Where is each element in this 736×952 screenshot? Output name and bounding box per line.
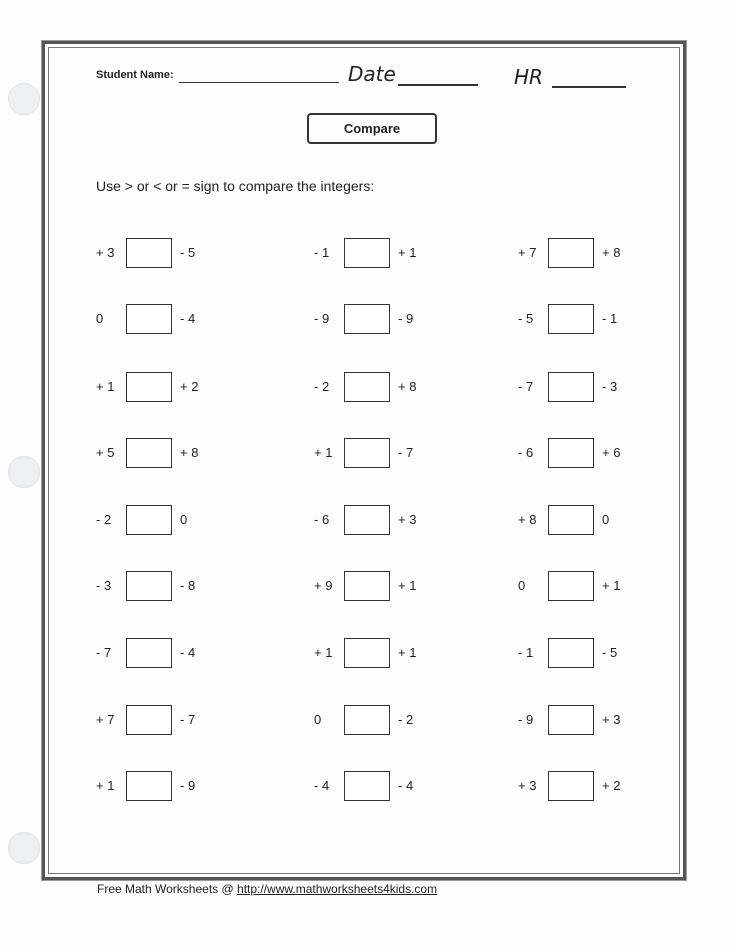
answer-box[interactable] — [548, 372, 594, 402]
student-name-field[interactable] — [179, 82, 339, 83]
hole-punch — [8, 832, 40, 864]
hr-label: HR — [514, 65, 543, 89]
left-integer: 0 — [314, 712, 322, 727]
answer-box[interactable] — [344, 438, 390, 468]
answer-box[interactable] — [126, 304, 172, 334]
right-integer: - 4 — [398, 778, 414, 793]
left-integer: - 9 — [314, 311, 330, 326]
worksheet-title: Compare — [307, 113, 437, 144]
answer-box[interactable] — [126, 372, 172, 402]
answer-box[interactable] — [548, 505, 594, 535]
right-integer: + 1 — [602, 578, 621, 593]
date-field[interactable] — [398, 84, 478, 86]
date-label: Date — [348, 62, 396, 86]
left-integer: + 3 — [96, 245, 115, 260]
answer-box[interactable] — [126, 505, 172, 535]
right-integer: + 1 — [398, 645, 417, 660]
answer-box[interactable] — [344, 705, 390, 735]
answer-box[interactable] — [548, 438, 594, 468]
left-integer: + 1 — [96, 379, 115, 394]
right-integer: + 2 — [180, 379, 199, 394]
footer — [97, 882, 437, 896]
left-integer: - 1 — [314, 245, 330, 260]
answer-box[interactable] — [344, 238, 390, 268]
left-integer: - 9 — [518, 712, 534, 727]
right-integer: + 8 — [180, 445, 199, 460]
right-integer: - 8 — [180, 578, 196, 593]
answer-box[interactable] — [548, 705, 594, 735]
answer-box[interactable] — [126, 438, 172, 468]
left-integer: + 3 — [518, 778, 537, 793]
left-integer: + 7 — [96, 712, 115, 727]
answer-box[interactable] — [548, 304, 594, 334]
left-integer: - 6 — [518, 445, 534, 460]
left-integer: + 7 — [518, 245, 537, 260]
answer-box[interactable] — [548, 638, 594, 668]
right-integer: - 9 — [398, 311, 414, 326]
answer-box[interactable] — [548, 238, 594, 268]
right-integer: - 4 — [180, 311, 196, 326]
answer-box[interactable] — [126, 705, 172, 735]
left-integer: - 4 — [314, 778, 330, 793]
right-integer: + 8 — [602, 245, 621, 260]
left-integer: - 2 — [96, 512, 112, 527]
left-integer: - 5 — [518, 311, 534, 326]
hr-field[interactable] — [552, 86, 626, 88]
left-integer: 0 — [518, 578, 526, 593]
left-integer: - 2 — [314, 379, 330, 394]
answer-box[interactable] — [344, 771, 390, 801]
right-integer: + 8 — [398, 379, 417, 394]
hole-punch — [8, 456, 40, 488]
answer-box[interactable] — [548, 571, 594, 601]
answer-box[interactable] — [126, 571, 172, 601]
right-integer: 0 — [602, 512, 610, 527]
footer-text: Free Math Worksheets @ — [97, 882, 238, 896]
answer-box[interactable] — [344, 304, 390, 334]
left-integer: - 1 — [518, 645, 534, 660]
left-integer: + 1 — [314, 445, 333, 460]
right-integer: - 5 — [180, 245, 196, 260]
left-integer: + 9 — [314, 578, 333, 593]
right-integer: - 3 — [602, 379, 618, 394]
answer-box[interactable] — [344, 638, 390, 668]
left-integer: - 6 — [314, 512, 330, 527]
left-integer: + 8 — [518, 512, 537, 527]
answer-box[interactable] — [344, 571, 390, 601]
right-integer: - 7 — [398, 445, 414, 460]
right-integer: - 5 — [602, 645, 618, 660]
left-integer: + 5 — [96, 445, 115, 460]
right-integer: + 1 — [398, 578, 417, 593]
left-integer: - 3 — [96, 578, 112, 593]
right-integer: 0 — [180, 512, 188, 527]
left-integer: + 1 — [314, 645, 333, 660]
right-integer: - 1 — [602, 311, 618, 326]
left-integer: + 1 — [96, 778, 115, 793]
right-integer: + 6 — [602, 445, 621, 460]
right-integer: - 2 — [398, 712, 414, 727]
left-integer: 0 — [96, 311, 104, 326]
right-integer: + 2 — [602, 778, 621, 793]
footer-link[interactable]: http://www.mathworksheets4kids.com — [237, 882, 438, 896]
hole-punch — [8, 83, 40, 115]
answer-box[interactable] — [126, 238, 172, 268]
answer-box[interactable] — [126, 771, 172, 801]
right-integer: + 1 — [398, 245, 417, 260]
right-integer: + 3 — [602, 712, 621, 727]
answer-box[interactable] — [548, 771, 594, 801]
answer-box[interactable] — [344, 372, 390, 402]
answer-box[interactable] — [344, 505, 390, 535]
left-integer: - 7 — [96, 645, 112, 660]
answer-box[interactable] — [126, 638, 172, 668]
left-integer: - 7 — [518, 379, 534, 394]
student-name-label: Student Name: — [96, 69, 174, 81]
header-fields — [96, 62, 636, 96]
instructions: Use > or < or = sign to compare the integers: — [96, 178, 375, 194]
right-integer: - 4 — [180, 645, 196, 660]
right-integer: - 9 — [180, 778, 196, 793]
right-integer: - 7 — [180, 712, 196, 727]
right-integer: + 3 — [398, 512, 417, 527]
